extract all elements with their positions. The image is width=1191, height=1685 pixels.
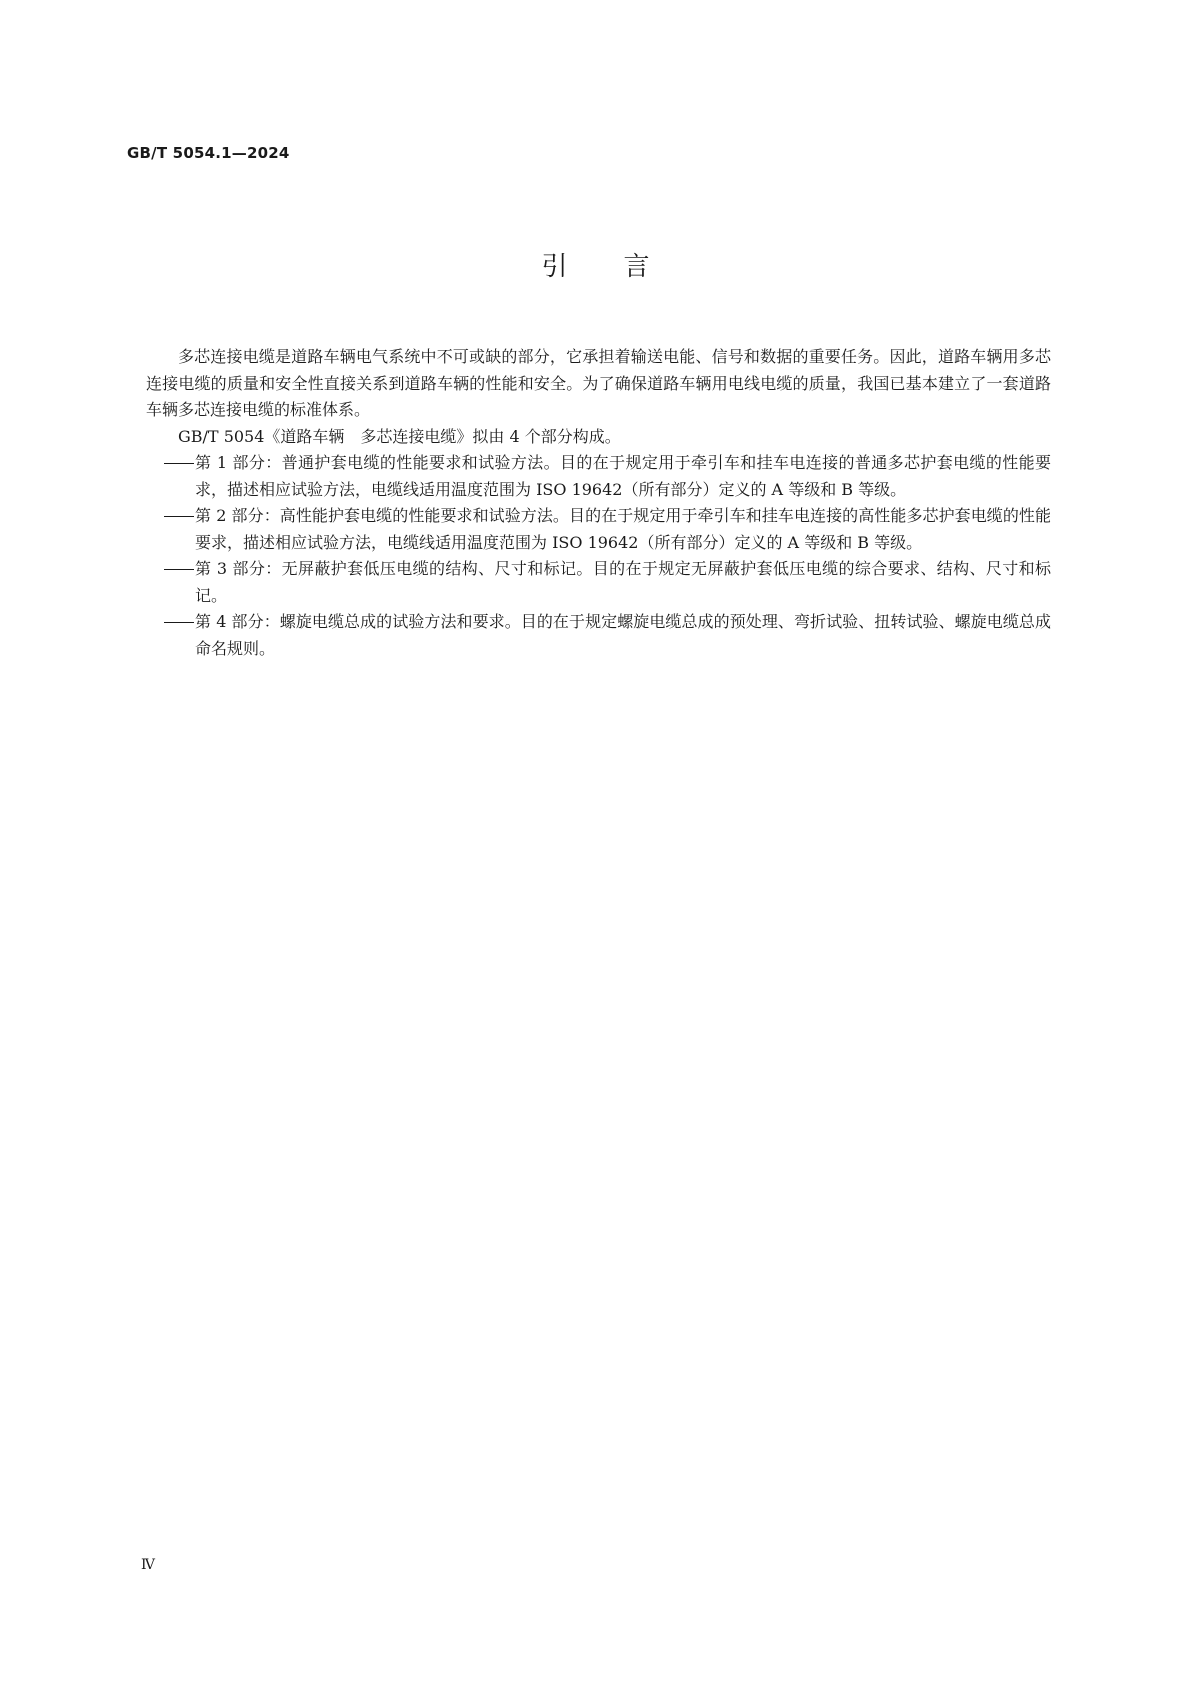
part-1-text: 第 1 部分：普通护套电缆的性能要求和试验方法。目的在于规定用于牵引车和挂车电连接的普通多芯护套电缆的性能要求，描述相应试验方法，电缆线适用温度范围为 ISO 19642（所有部分）定义的 A 等级和 B 等级。 [195, 453, 1051, 499]
introduction-body [146, 344, 1051, 662]
part-4-text: 第 4 部分：螺旋电缆总成的试验方法和要求。目的在于规定螺旋电缆总成的预处理、弯折试验、扭转试验、螺旋电缆总成命名规则。 [195, 612, 1051, 658]
list-item-part-3 [146, 556, 1051, 609]
list-item-part-4 [146, 609, 1051, 662]
page-number: Ⅳ [141, 1557, 155, 1573]
list-item-part-2 [146, 503, 1051, 556]
standard-code: GB/T 5054.1—2024 [127, 144, 290, 162]
list-item-part-1 [146, 450, 1051, 503]
parts-list [146, 450, 1051, 662]
part-2-text: 第 2 部分：高性能护套电缆的性能要求和试验方法。目的在于规定用于牵引车和挂车电连接的高性能多芯护套电缆的性能要求，描述相应试验方法，电缆线适用温度范围为 ISO 19642（所有部分）定义的 A 等级和 B 等级。 [195, 506, 1051, 552]
intro-paragraph: 多芯连接电缆是道路车辆电气系统中不可或缺的部分，它承担着输送电能、信号和数据的重要任务。因此，道路车辆用多芯连接电缆的质量和安全性直接关系到道路车辆的性能和安全。为了确保道路车辆用电线电缆的质量，我国已基本建立了一套道路车辆多芯连接电缆的标准体系。 [146, 347, 1051, 419]
part-3-text: 第 3 部分：无屏蔽护套低压电缆的结构、尺寸和标记。目的在于规定无屏蔽护套低压电缆的综合要求、结构、尺寸和标记。 [195, 559, 1051, 605]
section-title: 引言 [541, 252, 706, 282]
intro-paragraph-structure: GB/T 5054《道路车辆 多芯连接电缆》拟由 4 个部分构成。 [178, 426, 621, 446]
